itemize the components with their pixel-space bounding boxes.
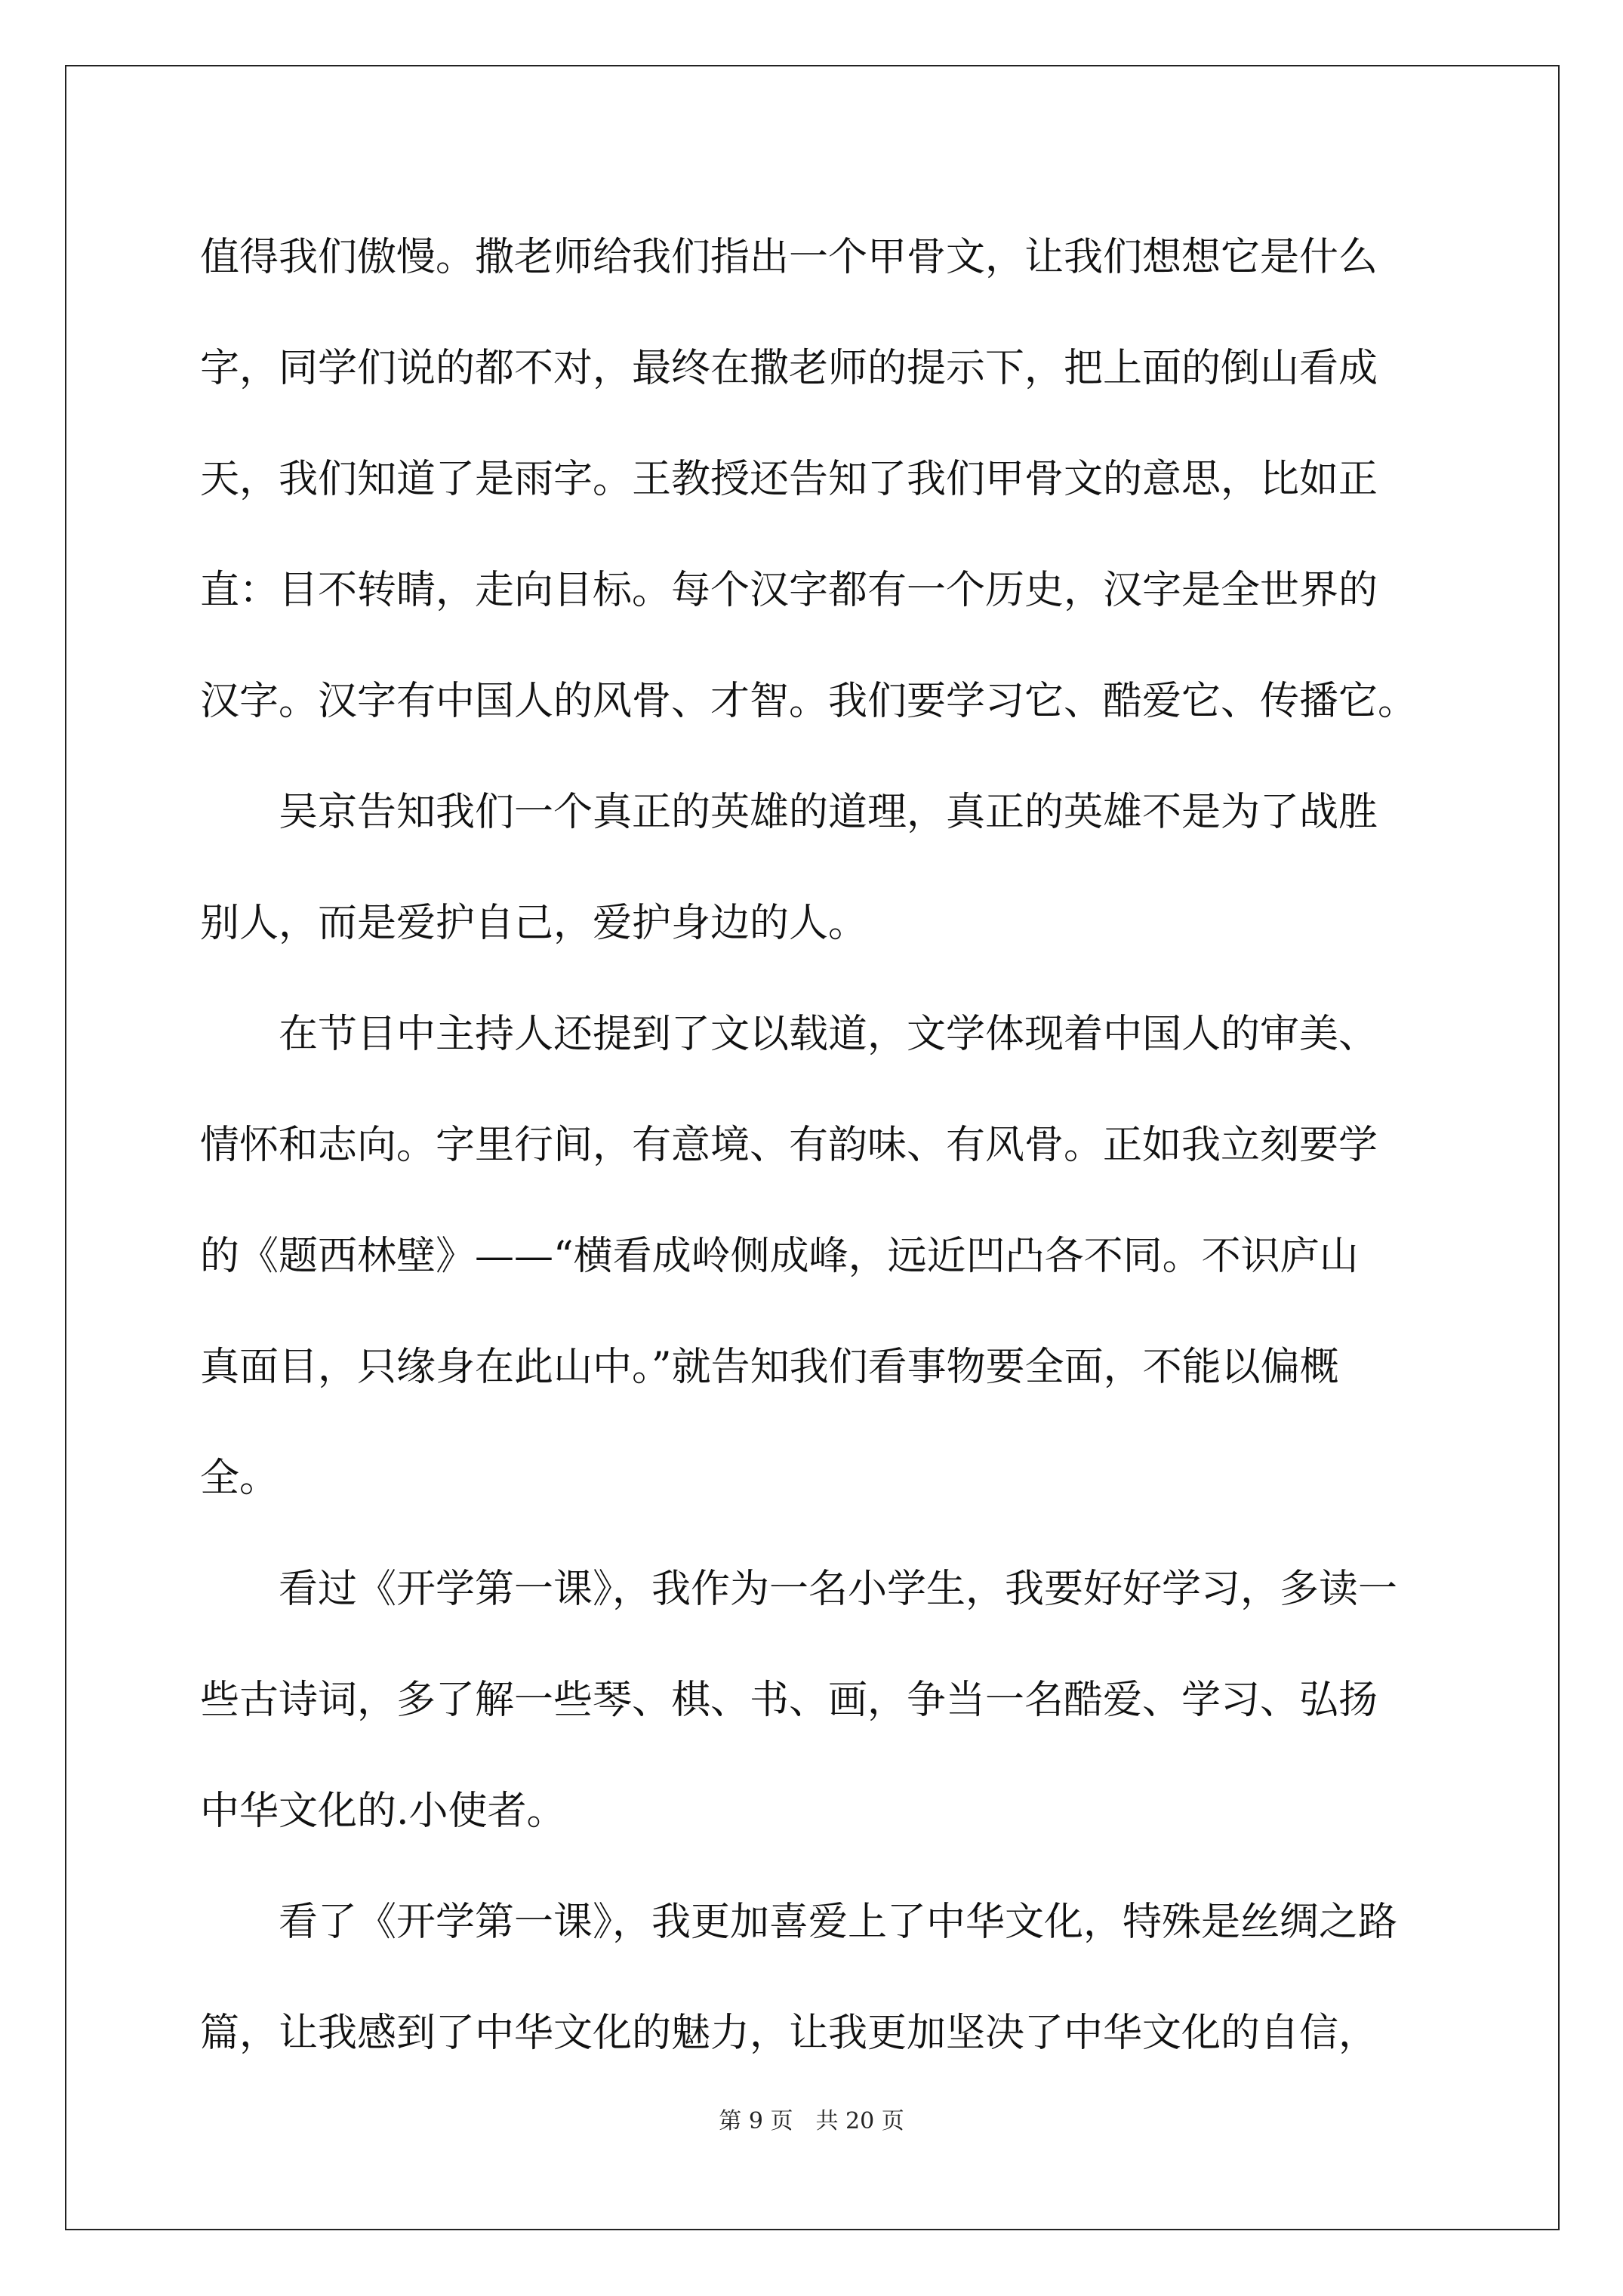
document-body [200, 202, 1446, 2089]
page-number-footer: 第 9 页 共 20 页 [719, 2108, 904, 2134]
text-line: 些古诗词，多了解一些琴、棋、书、画，争当一名酷爱、学习、弘扬 [200, 1678, 1378, 1723]
text-line: 情怀和志向。字里行间，有意境、有韵味、有风骨。正如我立刻要学 [200, 1123, 1378, 1168]
text-line: 看了《开学第一课》，我更加喜爱上了中华文化，特殊是丝绸之路 [200, 1900, 1398, 1945]
text-line: 篇，让我感到了中华文化的魅力，让我更加坚决了中华文化的自信， [200, 2011, 1378, 2056]
text-line: 汉字。汉字有中国人的风骨、才智。我们要学习它、酷爱它、传播它。 [200, 679, 1418, 724]
text-line: 真面目，只缘身在此山中。”就告知我们看事物要全面，不能以偏概 [200, 1345, 1339, 1390]
text-line: 字，同学们说的都不对，最终在撒老师的提示下，把上面的倒山看成 [200, 346, 1378, 391]
text-line: 直：目不转睛，走向目标。每个汉字都有一个历史，汉字是全世界的 [200, 568, 1378, 613]
text-line: 吴京告知我们一个真正的英雄的道理，真正的英雄不是为了战胜 [200, 790, 1378, 835]
text-line: 中华文化的.小使者。 [200, 1789, 566, 1834]
text-line: 在节目中主持人还提到了文以载道，文学体现着中国人的审美、 [200, 1012, 1378, 1057]
text-line: 别人，而是爱护自己，爱护身边的人。 [200, 901, 868, 946]
text-line: 看过《开学第一课》，我作为一名小学生，我要好好学习，多读一 [200, 1567, 1398, 1612]
text-line: 天，我们知道了是雨字。王教授还告知了我们甲骨文的意思，比如正 [200, 457, 1378, 502]
text-line: 的《题西林壁》——“横看成岭侧成峰，远近凹凸各不同。不识庐山 [200, 1234, 1359, 1279]
text-line: 值得我们傲慢。撒老师给我们指出一个甲骨文，让我们想想它是什么 [200, 235, 1378, 280]
text-line: 全。 [200, 1456, 279, 1501]
